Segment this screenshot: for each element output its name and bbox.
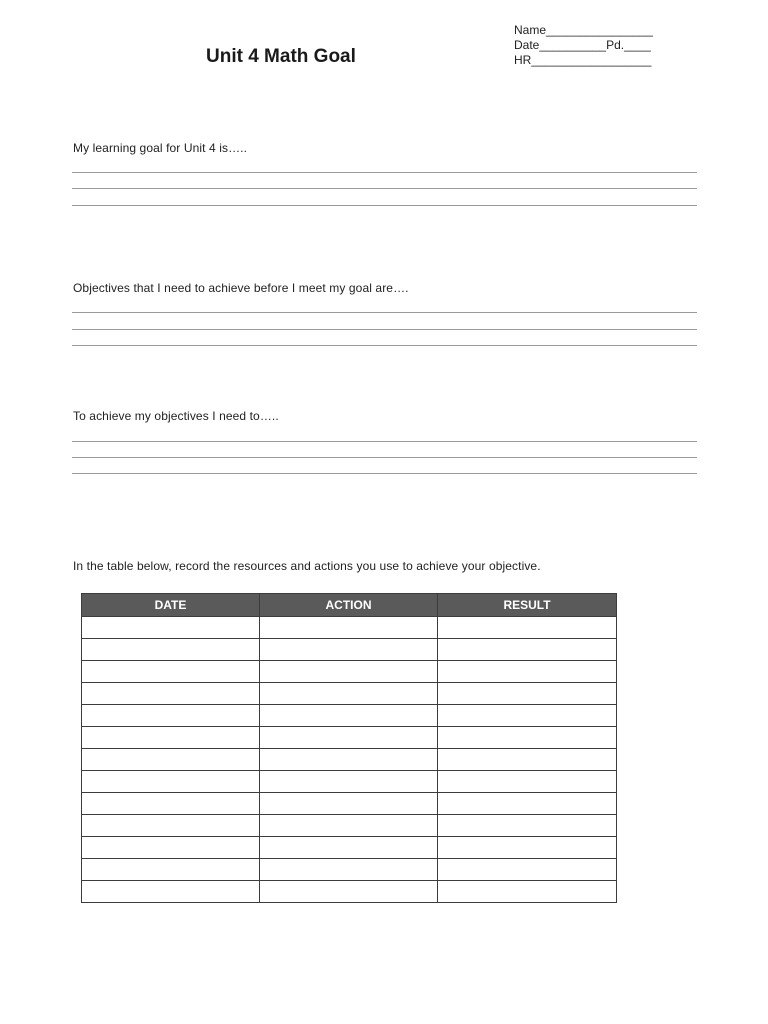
action-cell[interactable] [260,815,438,837]
learning-goal-answer-line-1[interactable] [72,172,697,173]
result-cell[interactable] [438,727,617,749]
action-cell[interactable] [260,771,438,793]
table-row [82,771,617,793]
learning-goal-answer-line-3[interactable] [72,205,697,206]
date-period-field-line[interactable]: Date__________Pd.____ [514,38,651,52]
table-body [82,617,617,903]
homeroom-field-line[interactable]: HR__________________ [514,53,652,67]
date-cell[interactable] [82,771,260,793]
result-cell[interactable] [438,749,617,771]
table-header-row [82,594,617,617]
date-cell[interactable] [82,793,260,815]
table-row [82,661,617,683]
result-cell[interactable] [438,837,617,859]
date-cell[interactable] [82,881,260,903]
table-row [82,705,617,727]
achieve-objectives-answer-line-2[interactable] [72,457,697,458]
objectives-answer-line-1[interactable] [72,312,697,313]
action-cell[interactable] [260,881,438,903]
action-cell[interactable] [260,727,438,749]
date-cell[interactable] [82,705,260,727]
table-instructions: In the table below, record the resources and actions you use to achieve your objective. [73,559,541,573]
result-cell[interactable] [438,705,617,727]
table-row [82,749,617,771]
action-cell[interactable] [260,837,438,859]
action-cell[interactable] [260,661,438,683]
action-cell[interactable] [260,793,438,815]
objectives-prompt: Objectives that I need to achieve before I meet my goal are…. [73,281,409,295]
objectives-answer-line-3[interactable] [72,345,697,346]
column-header-result: RESULT [438,594,617,617]
column-header-action: ACTION [260,594,438,617]
table-row [82,837,617,859]
result-cell[interactable] [438,881,617,903]
result-cell[interactable] [438,661,617,683]
result-cell[interactable] [438,771,617,793]
table-row [82,639,617,661]
result-cell[interactable] [438,617,617,639]
date-cell[interactable] [82,639,260,661]
date-cell[interactable] [82,617,260,639]
achieve-objectives-answer-line-1[interactable] [72,441,697,442]
learning-goal-prompt: My learning goal for Unit 4 is….. [73,141,248,155]
table-row [82,859,617,881]
achieve-objectives-answer-line-3[interactable] [72,473,697,474]
page-title: Unit 4 Math Goal [206,46,356,67]
action-cell[interactable] [260,639,438,661]
result-cell[interactable] [438,683,617,705]
date-cell[interactable] [82,683,260,705]
action-cell[interactable] [260,705,438,727]
result-cell[interactable] [438,859,617,881]
table-row [82,881,617,903]
table-row [82,727,617,749]
action-cell[interactable] [260,683,438,705]
learning-goal-answer-line-2[interactable] [72,188,697,189]
action-cell[interactable] [260,749,438,771]
table-row [82,683,617,705]
date-cell[interactable] [82,749,260,771]
action-cell[interactable] [260,617,438,639]
name-field-line[interactable]: Name________________ [514,23,653,37]
achieve-objectives-prompt: To achieve my objectives I need to….. [73,409,279,423]
date-cell[interactable] [82,837,260,859]
resources-actions-table [81,593,617,903]
result-cell[interactable] [438,815,617,837]
date-cell[interactable] [82,859,260,881]
table-row [82,793,617,815]
objectives-answer-line-2[interactable] [72,329,697,330]
action-cell[interactable] [260,859,438,881]
column-header-date: DATE [82,594,260,617]
date-cell[interactable] [82,661,260,683]
table-row [82,815,617,837]
date-cell[interactable] [82,815,260,837]
table-row [82,617,617,639]
result-cell[interactable] [438,639,617,661]
date-cell[interactable] [82,727,260,749]
result-cell[interactable] [438,793,617,815]
student-info-block [514,23,653,68]
